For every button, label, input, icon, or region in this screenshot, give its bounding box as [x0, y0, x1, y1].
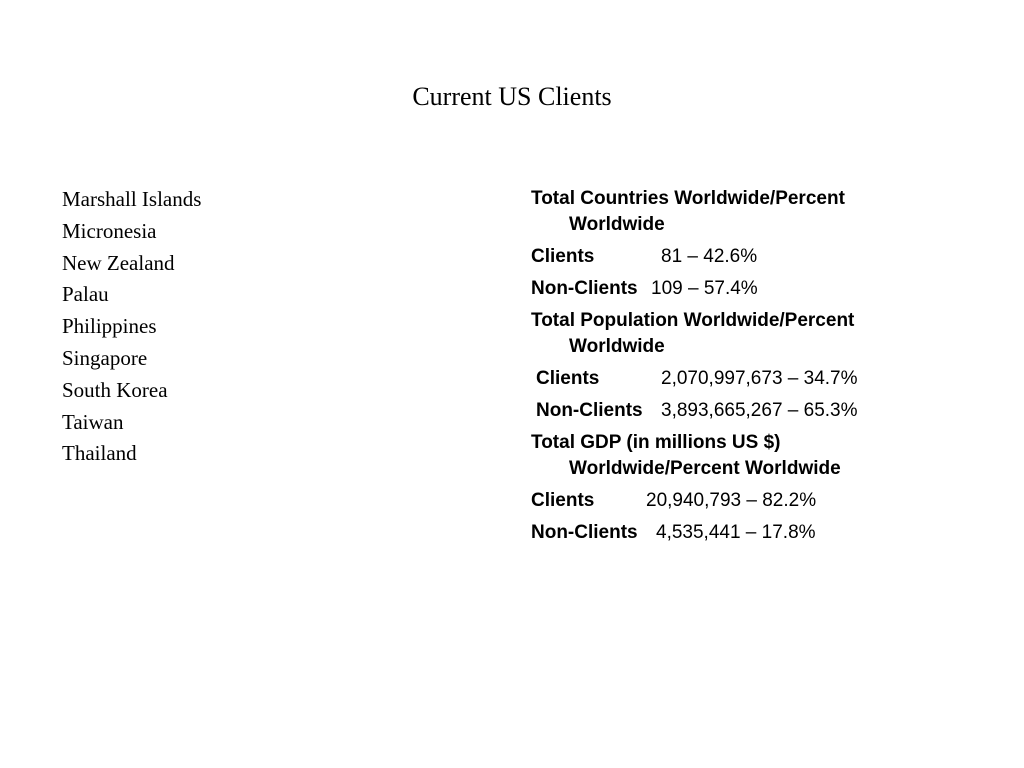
countries-heading-line1: Total Countries Worldwide/Percent — [531, 188, 845, 209]
country-item: Philippines — [62, 314, 157, 339]
countries-nonclients-value: 109 – 57.4% — [651, 278, 758, 299]
population-heading-line2: Worldwide — [569, 336, 665, 357]
country-list — [62, 184, 201, 470]
country-item: South Korea — [62, 377, 168, 402]
countries-heading-line2: Worldwide — [569, 214, 665, 235]
population-nonclients-row — [531, 398, 1001, 424]
countries-clients-label: Clients — [531, 246, 595, 267]
country-item: Thailand — [62, 441, 137, 466]
gdp-heading-line2: Worldwide/Percent Worldwide — [569, 458, 841, 479]
countries-nonclients-row — [531, 276, 1001, 302]
countries-clients-row — [531, 244, 1001, 270]
country-item: Marshall Islands — [62, 187, 202, 211]
population-nonclients-value: 3,893,665,267 – 65.3% — [661, 400, 858, 421]
gdp-heading — [531, 430, 1001, 482]
population-clients-label: Clients — [536, 368, 600, 389]
population-clients-value: 2,070,997,673 – 34.7% — [661, 368, 858, 389]
gdp-clients-label: Clients — [531, 490, 595, 511]
gdp-nonclients-value: 4,535,441 – 17.8% — [656, 522, 816, 543]
countries-nonclients-label: Non-Clients — [531, 278, 638, 299]
stats-panel — [531, 186, 1001, 552]
country-item: Palau — [62, 282, 109, 307]
country-item: Singapore — [62, 345, 148, 370]
population-heading — [531, 308, 1001, 360]
gdp-heading-line1: Total GDP (in millions US $) — [531, 432, 781, 453]
gdp-clients-value: 20,940,793 – 82.2% — [646, 490, 817, 511]
countries-heading — [531, 186, 1001, 238]
country-item: Taiwan — [62, 409, 124, 434]
population-clients-row — [531, 366, 1001, 392]
countries-clients-value: 81 – 42.6% — [661, 246, 758, 267]
country-item: Micronesia — [62, 218, 157, 243]
population-heading-line1: Total Population Worldwide/Percent — [531, 310, 855, 331]
population-nonclients-label: Non-Clients — [536, 400, 643, 421]
gdp-clients-row — [531, 488, 1001, 514]
gdp-nonclients-row — [531, 520, 1001, 546]
country-item: New Zealand — [62, 250, 175, 275]
slide-title: Current US Clients — [412, 82, 612, 111]
gdp-nonclients-label: Non-Clients — [531, 522, 638, 543]
